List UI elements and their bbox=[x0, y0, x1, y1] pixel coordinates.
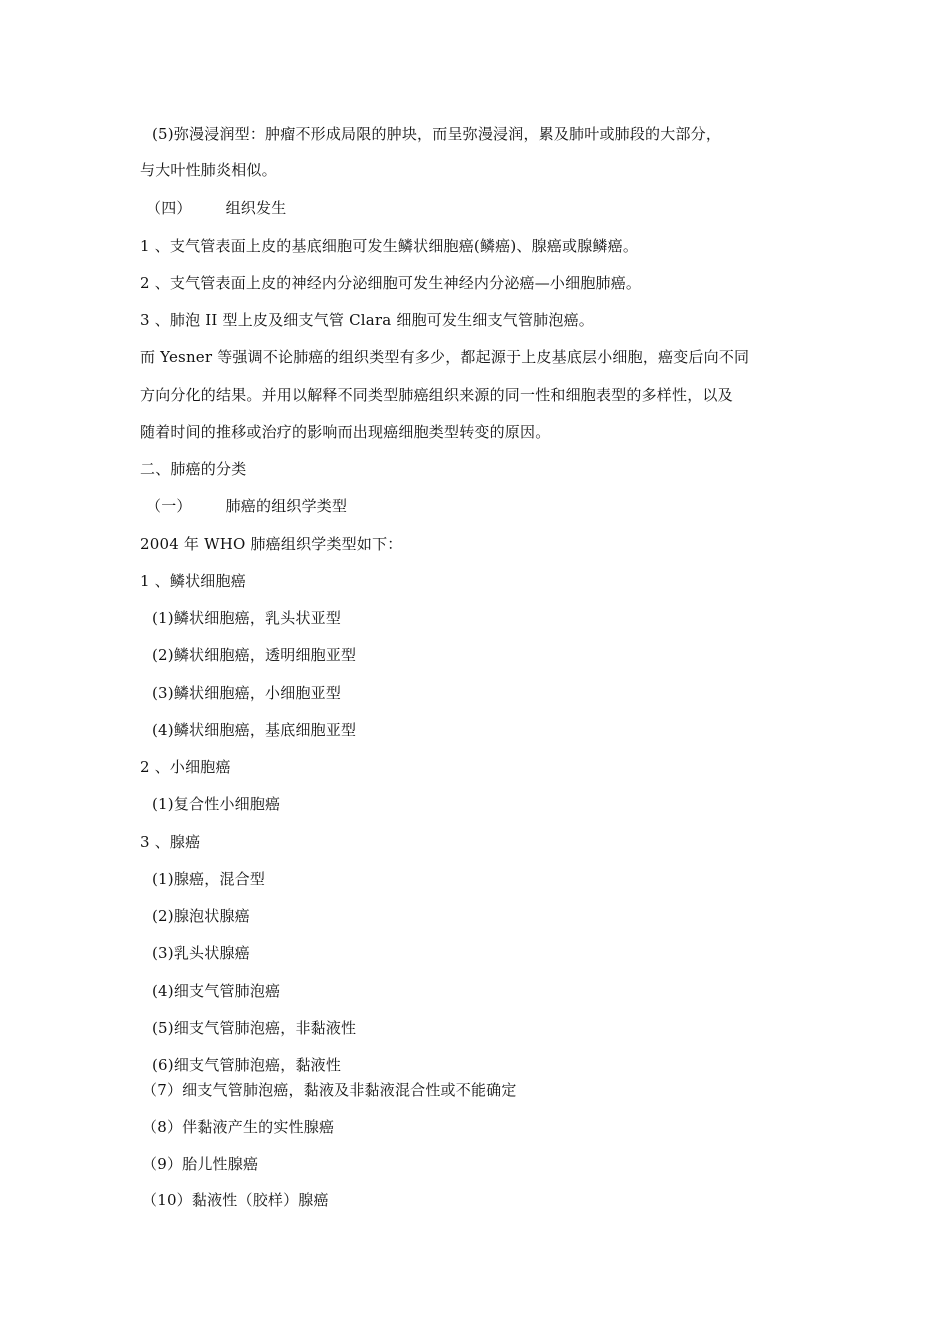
list-item: （10）黏液性（胶样）腺癌 bbox=[142, 1191, 329, 1209]
text-line: 2004 年 WHO 肺癌组织学类型如下： bbox=[140, 535, 403, 553]
section-title: 肺癌的组织学类型 bbox=[225, 497, 348, 515]
section-title: 组织发生 bbox=[225, 199, 287, 217]
list-heading: 1 、鳞状细胞癌 bbox=[140, 572, 246, 590]
list-item: (2)鳞状细胞癌，透明细胞亚型 bbox=[152, 646, 357, 664]
list-item: (4)鳞状细胞癌，基底细胞亚型 bbox=[152, 721, 357, 739]
text-line: (5)弥漫浸润型：肿瘤不形成局限的肿块，而呈弥漫浸润，累及肺叶或肺段的大部分， bbox=[152, 125, 722, 143]
list-item: (3)乳头状腺癌 bbox=[152, 944, 250, 962]
list-item: (6)细支气管肺泡癌，黏液性 bbox=[152, 1056, 342, 1074]
text-line: 方向分化的结果。并用以解释不同类型肺癌组织来源的同一性和细胞表型的多样性，以及 bbox=[140, 386, 733, 404]
list-item: (1)腺癌，混合型 bbox=[152, 870, 266, 888]
list-heading: 3 、腺癌 bbox=[140, 833, 201, 851]
list-item: （7）细支气管肺泡癌，黏液及非黏液混合性或不能确定 bbox=[142, 1081, 517, 1099]
section-heading bbox=[146, 496, 347, 516]
text-line: 而 Yesner 等强调不论肺癌的组织类型有多少，都起源于上皮基底层小细胞，癌变后向不同 bbox=[140, 348, 750, 366]
section-number: （一） bbox=[146, 497, 192, 515]
text-line: 与大叶性肺炎相似。 bbox=[140, 161, 277, 179]
chapter-heading: 二、肺癌的分类 bbox=[140, 460, 247, 478]
list-item: （8）伴黏液产生的实性腺癌 bbox=[142, 1118, 335, 1136]
list-item: (5)细支气管肺泡癌，非黏液性 bbox=[152, 1019, 357, 1037]
section-number: （四） bbox=[146, 199, 192, 217]
text-line: 随着时间的推移或治疗的影响而出现癌细胞类型转变的原因。 bbox=[140, 423, 551, 441]
list-item: (4)细支气管肺泡癌 bbox=[152, 982, 281, 1000]
text-line: 2 、支气管表面上皮的神经内分泌细胞可发生神经内分泌癌—小细胞肺癌。 bbox=[140, 274, 642, 292]
list-item: (1)鳞状细胞癌，乳头状亚型 bbox=[152, 609, 342, 627]
section-heading bbox=[146, 198, 286, 218]
text-line: 1 、支气管表面上皮的基底细胞可发生鳞状细胞癌(鳞癌)、腺癌或腺鳞癌。 bbox=[140, 237, 639, 255]
list-heading: 2 、小细胞癌 bbox=[140, 758, 231, 776]
list-item: (1)复合性小细胞癌 bbox=[152, 795, 281, 813]
text-line: 3 、肺泡 II 型上皮及细支气管 Clara 细胞可发生细支气管肺泡癌。 bbox=[140, 311, 594, 329]
list-item: (3)鳞状细胞癌，小细胞亚型 bbox=[152, 684, 342, 702]
list-item: (2)腺泡状腺癌 bbox=[152, 907, 250, 925]
list-item: （9）胎儿性腺癌 bbox=[142, 1155, 259, 1173]
